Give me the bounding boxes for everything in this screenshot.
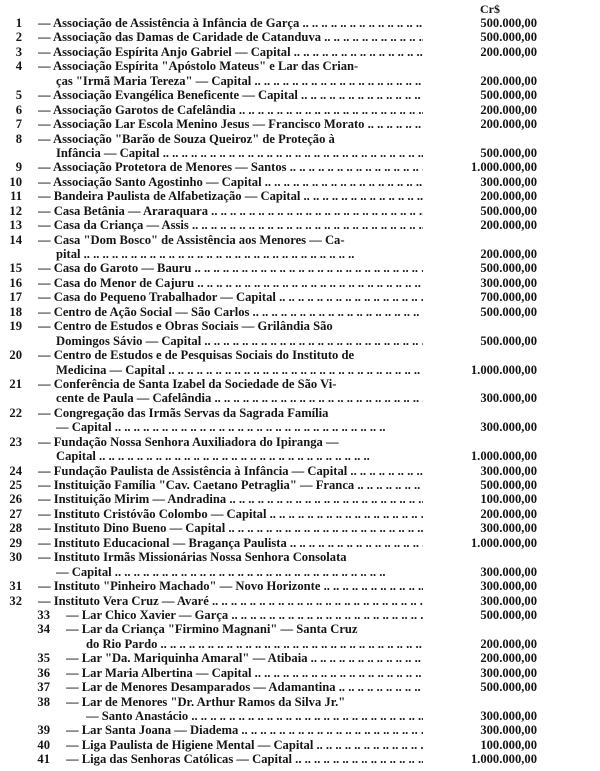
entry-number: 27 — [9, 506, 22, 521]
entry-name: — Associação Espírita "Apóstolo Mateus" e Lar das Crian- — [38, 59, 359, 74]
entry-amount: 300.000,00 — [480, 665, 537, 680]
entry-number: 39 — [37, 723, 50, 738]
entry-amount: 500.000,00 — [480, 478, 537, 492]
entry-number: 10 — [9, 174, 22, 189]
entry-amount: 500.000,00 — [480, 16, 537, 30]
entry-amount: 300.000,00 — [480, 463, 537, 478]
entry-amount: 100.000,00 — [480, 492, 537, 507]
list-item — [0, 88, 600, 102]
entry-amount: 200.000,00 — [480, 506, 537, 521]
entry-name: — Instituto Vera Cruz — Avaré .. .. — [38, 594, 423, 608]
entry-name: — Casa Betânia — Araraquara .. .. — [38, 204, 423, 218]
entry-number: 12 — [9, 203, 22, 218]
list-item — [0, 752, 600, 766]
entry-line — [0, 348, 600, 362]
entry-name: — Casa do Garoto — Bauru .. .. — [38, 261, 423, 275]
entry-amount: 200.000,00 — [480, 651, 537, 666]
entry-name: — Associação Santo Agostinho — Capital .. .. — [38, 175, 423, 189]
list-item — [0, 261, 600, 275]
entry-name: ças "Irmã Maria Tereza" — Capital .. .. — [56, 74, 423, 88]
entry-name: — Instituição Mirim — Andradina .. .. — [38, 492, 423, 506]
entry-name: — Lar da Criança "Firmino Magnani" — Santa Cruz — [66, 622, 358, 637]
entry-name: pital .. .. — [56, 247, 423, 261]
entry-number: 22 — [9, 405, 22, 420]
entry-amount: 300.000,00 — [480, 275, 537, 290]
entry-name: — Casa da Criança — Assis .. .. — [38, 218, 423, 232]
list-item — [0, 45, 600, 59]
entry-line — [0, 579, 600, 593]
list-item — [0, 550, 600, 579]
list-item — [0, 16, 600, 30]
entry-line — [0, 290, 600, 304]
entry-number: 13 — [9, 218, 22, 233]
entry-line — [0, 88, 600, 102]
entry-name: — Capital .. .. — [56, 420, 423, 434]
entry-amount: 200.000,00 — [480, 636, 537, 651]
entry-name: — Instituição Família "Cav. Caetano Petraglia" — Franca .. .. — [38, 478, 423, 492]
list-item — [0, 666, 600, 680]
entry-line — [0, 492, 600, 506]
list-item — [0, 103, 600, 117]
entry-amount: 200.000,00 — [480, 117, 537, 132]
list-item — [0, 608, 600, 622]
entry-number: 41 — [37, 752, 50, 767]
list-item — [0, 464, 600, 478]
entry-line — [0, 464, 600, 478]
entry-number: 17 — [9, 290, 22, 305]
entry-name: — Associação Espírita Anjo Gabriel — Capital .. .. — [38, 45, 423, 59]
entry-amount: 500.000,00 — [480, 304, 537, 319]
entry-line — [0, 521, 600, 535]
entry-name: — Congregação das Irmãs Servas da Sagrada Família — [38, 405, 329, 420]
entry-name: Infância — Capital .. .. — [56, 146, 423, 160]
entry-line — [0, 695, 600, 709]
list-item — [0, 738, 600, 752]
entry-line — [0, 608, 600, 622]
entry-name: — Associação Lar Escola Menino Jesus — Francisco Morato .. .. — [38, 117, 423, 131]
entry-line — [0, 377, 600, 391]
entry-line — [0, 420, 600, 434]
entry-line — [0, 261, 600, 275]
entry-name: Capital .. .. — [56, 449, 423, 463]
entry-line — [0, 319, 600, 333]
entry-line — [0, 103, 600, 117]
entry-number: 40 — [37, 737, 50, 752]
entry-amount: 500.000,00 — [480, 333, 537, 348]
entry-amount: 300.000,00 — [480, 174, 537, 189]
list-item — [0, 492, 600, 506]
entry-number: 11 — [10, 189, 22, 204]
list-item — [0, 218, 600, 232]
entry-line — [0, 723, 600, 737]
list-item — [0, 189, 600, 203]
entry-amount: 500.000,00 — [480, 88, 537, 103]
entry-line — [0, 175, 600, 189]
entry-line — [0, 391, 600, 405]
entry-name: cente de Paula — Cafelândia .. .. — [56, 391, 423, 405]
list-item — [0, 204, 600, 218]
entry-name: — Instituto Dino Bueno — Capital .. .. — [38, 521, 423, 535]
entry-amount: 300.000,00 — [480, 420, 537, 435]
entry-name: — Instituto "Pinheiro Machado" — Novo Horizonte .. .. — [38, 579, 423, 593]
entry-number: 7 — [15, 117, 22, 132]
entry-amount: 500.000,00 — [480, 261, 537, 276]
entry-number: 32 — [9, 593, 22, 608]
list-item — [0, 348, 600, 377]
entry-line — [0, 45, 600, 59]
entry-number: 3 — [15, 44, 22, 59]
entry-name: — Centro de Estudos e de Pesquisas Sociais do Instituto de — [38, 348, 355, 363]
entry-name: Medicina — Capital .. .. — [56, 363, 423, 377]
entry-name: — Centro de Estudos e Obras Sociais — Grilândia São — [38, 319, 333, 334]
entry-line — [0, 594, 600, 608]
entry-amount: 500.000,00 — [480, 203, 537, 218]
list-item — [0, 233, 600, 262]
entry-amount: 500.000,00 — [480, 30, 537, 45]
entry-number: 31 — [9, 579, 22, 594]
entry-number: 9 — [15, 160, 22, 175]
list-item — [0, 160, 600, 174]
list-item — [0, 478, 600, 492]
entry-number: 21 — [9, 376, 22, 391]
entry-name: — Conferência de Santa Izabel da Sociedade de São Vi- — [38, 376, 337, 391]
beneficiary-list — [0, 16, 600, 767]
entry-number: 20 — [9, 348, 22, 363]
list-item — [0, 406, 600, 435]
entry-amount: 200.000,00 — [480, 44, 537, 59]
entry-line — [0, 233, 600, 247]
entry-number: 15 — [9, 261, 22, 276]
entry-name: — Associação "Barão de Souza Queiroz" de Proteção à — [38, 131, 335, 146]
entry-name: — Casa "Dom Bosco" de Assistência aos Menores — Ca- — [38, 232, 345, 247]
entry-name: — Lar Chico Xavier — Garça .. .. — [66, 608, 423, 622]
entry-number: 8 — [15, 131, 22, 146]
list-item — [0, 175, 600, 189]
list-item — [0, 507, 600, 521]
list-item — [0, 594, 600, 608]
entry-name: do Rio Pardo .. .. — [86, 637, 423, 651]
list-item — [0, 377, 600, 406]
entry-name: — Lar "Da. Mariquinha Amaral" — Atibaia .. .. — [66, 651, 423, 665]
list-item — [0, 30, 600, 44]
list-item — [0, 319, 600, 348]
entry-line — [0, 435, 600, 449]
entry-number: 38 — [37, 694, 50, 709]
entry-number: 35 — [37, 651, 50, 666]
entry-line — [0, 637, 600, 651]
list-item — [0, 695, 600, 724]
entry-name: — Lar Santa Joana — Diadema .. .. — [66, 723, 423, 737]
entry-line — [0, 738, 600, 752]
entry-line — [0, 536, 600, 550]
entry-number: 29 — [9, 535, 22, 550]
list-item — [0, 622, 600, 651]
entry-name: — Lar Maria Albertina — Capital .. .. — [66, 666, 423, 680]
entry-line — [0, 74, 600, 88]
entry-name: — Liga das Senhoras Católicas — Capital .. .. — [66, 752, 423, 766]
entry-number: 1 — [15, 16, 22, 30]
entry-amount: 200.000,00 — [480, 102, 537, 117]
entry-line — [0, 680, 600, 694]
entry-line — [0, 16, 600, 30]
entry-line — [0, 666, 600, 680]
entry-line — [0, 132, 600, 146]
entry-amount: 300.000,00 — [480, 391, 537, 406]
list-item — [0, 59, 600, 88]
list-item — [0, 290, 600, 304]
list-item — [0, 305, 600, 319]
entry-amount: 500.000,00 — [480, 607, 537, 622]
entry-name: — Santo Anastácio .. .. — [86, 709, 423, 723]
entry-line — [0, 363, 600, 377]
entry-line — [0, 276, 600, 290]
entry-name: — Casa do Menor de Cajuru .. .. — [38, 276, 423, 290]
list-item — [0, 536, 600, 550]
list-item — [0, 435, 600, 464]
entry-number: 16 — [9, 275, 22, 290]
entry-line — [0, 478, 600, 492]
entry-amount: 200.000,00 — [480, 73, 537, 88]
entry-number: 14 — [9, 232, 22, 247]
entry-line — [0, 160, 600, 174]
entry-amount: 300.000,00 — [480, 593, 537, 608]
entry-name: — Instituto Educacional — Bragança Paulista .. .. — [38, 536, 423, 550]
entry-amount: 300.000,00 — [480, 564, 537, 579]
entry-name: — Capital .. .. — [56, 565, 423, 579]
entry-line — [0, 204, 600, 218]
entry-line — [0, 449, 600, 463]
entry-line — [0, 59, 600, 73]
entry-line — [0, 406, 600, 420]
entry-number: 28 — [9, 521, 22, 536]
entry-line — [0, 334, 600, 348]
entry-line — [0, 218, 600, 232]
entry-line — [0, 247, 600, 261]
entry-line — [0, 507, 600, 521]
entry-number: 24 — [9, 463, 22, 478]
entry-number: 18 — [9, 304, 22, 319]
entry-number: 36 — [37, 665, 50, 680]
entry-name: — Associação das Damas de Caridade de Catanduva .. .. — [38, 30, 423, 44]
list-item — [0, 651, 600, 665]
entry-number: 2 — [15, 30, 22, 45]
entry-amount: 1.000.000,00 — [470, 362, 537, 377]
entry-line — [0, 30, 600, 44]
entry-amount: 100.000,00 — [480, 737, 537, 752]
entry-line — [0, 651, 600, 665]
list-item — [0, 680, 600, 694]
entry-name: — Associação de Assistência à Infância de Garça .. .. — [38, 16, 423, 30]
entry-amount: 1.000.000,00 — [470, 449, 537, 464]
entry-amount: 200.000,00 — [480, 247, 537, 261]
entry-amount: 200.000,00 — [480, 189, 537, 204]
list-item — [0, 521, 600, 535]
entry-line — [0, 550, 600, 564]
entry-amount: 1.000.000,00 — [470, 535, 537, 550]
entry-amount: 300.000,00 — [480, 579, 537, 594]
entry-name: — Associação Protetora de Menores — Santos .. .. — [38, 160, 423, 174]
list-item — [0, 723, 600, 737]
entry-amount: 1.000.000,00 — [470, 752, 537, 767]
entry-name: — Casa do Pequeno Trabalhador — Capital .. .. — [38, 290, 423, 304]
entry-name: — Associação Garotos de Cafelândia .. .. — [38, 103, 423, 117]
entry-name: — Fundação Paulista de Assistência à Infância — Capital .. .. — [38, 464, 423, 478]
entry-amount: 300.000,00 — [480, 709, 537, 723]
entry-number: 19 — [9, 319, 22, 334]
entry-amount: 1.000.000,00 — [470, 160, 537, 175]
entry-number: 6 — [15, 102, 22, 117]
entry-name: — Bandeira Paulista de Alfabetização — Capital .. .. — [38, 189, 423, 203]
entry-amount: 200.000,00 — [480, 218, 537, 233]
entry-amount: 500.000,00 — [480, 145, 537, 160]
entry-line — [0, 709, 600, 723]
entry-number: 4 — [15, 59, 22, 74]
list-item — [0, 132, 600, 161]
entry-name: — Lar de Menores "Dr. Arthur Ramos da Silva Jr." — [66, 694, 346, 709]
entry-name: — Liga Paulista de Higiene Mental — Capital .. .. — [66, 738, 423, 752]
entry-number: 33 — [37, 607, 50, 622]
entry-amount: 700.000,00 — [480, 290, 537, 305]
entry-line — [0, 305, 600, 319]
entry-number: 23 — [9, 434, 22, 449]
entry-number: 26 — [9, 492, 22, 507]
entry-name: Domingos Sávio — Capital .. .. — [56, 334, 423, 348]
entry-name: — Instituto Cristóvão Colombo — Capital .. .. — [38, 507, 423, 521]
entry-line — [0, 565, 600, 579]
entry-name: — Centro de Ação Social — São Carlos .. .. — [38, 305, 423, 319]
entry-amount: 500.000,00 — [480, 680, 537, 695]
entry-name: — Instituto Irmãs Missionárias Nossa Senhora Consolata — [38, 550, 347, 565]
entry-name: — Associação Evangélica Beneficente — Capital .. .. — [38, 88, 423, 102]
currency-header: Cr$ — [480, 2, 500, 16]
list-item — [0, 579, 600, 593]
entry-number: 5 — [15, 88, 22, 103]
entry-line — [0, 752, 600, 766]
entry-line — [0, 189, 600, 203]
entry-number: 25 — [9, 478, 22, 492]
entry-name: — Lar de Menores Desamparados — Adamantina .. .. — [66, 680, 423, 694]
entry-line — [0, 146, 600, 160]
list-item — [0, 117, 600, 131]
entry-line — [0, 117, 600, 131]
entry-amount: 300.000,00 — [480, 521, 537, 536]
entry-line — [0, 622, 600, 636]
entry-number: 34 — [37, 622, 50, 637]
entry-name: — Fundação Nossa Senhora Auxiliadora do Ipiranga — — [38, 434, 339, 449]
list-item — [0, 276, 600, 290]
entry-amount: 300.000,00 — [480, 723, 537, 738]
entry-number: 37 — [37, 680, 50, 695]
entry-number: 30 — [9, 550, 22, 565]
